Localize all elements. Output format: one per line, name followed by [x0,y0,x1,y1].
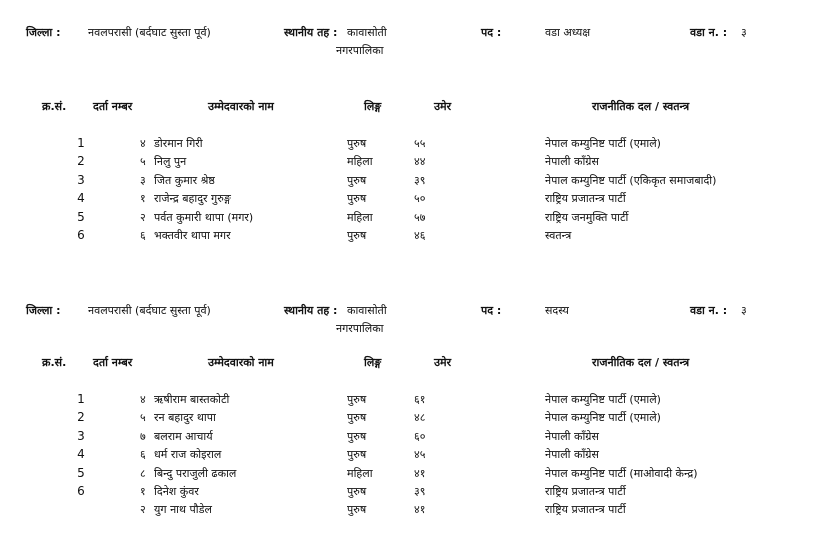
serial-number: 1 [77,392,85,406]
district-value: नवलपरासी (बर्दघाट सुस्ता पूर्व) [88,304,211,317]
registration-number: २ [140,210,146,224]
table-row [0,392,816,410]
candidate-gender: पुरुष [347,192,367,206]
candidate-party: राष्ट्रिय प्रजातन्त्र पार्टी [545,484,626,498]
candidate-age: ५५ [414,137,426,150]
header-serial: क्र.सं. [42,100,67,113]
serial-number: 5 [77,209,85,224]
registration-number: २ [140,503,146,517]
candidate-list [0,392,816,521]
candidate-gender: पुरुष [347,411,367,425]
district-label: जिल्ला : [26,304,61,317]
local-level-value: कावासोती [347,304,387,317]
registration-number: ६ [140,448,146,462]
candidate-name: निलु पुन [154,155,187,169]
candidate-name: भक्तवीर थापा मगर [154,228,231,242]
serial-number: 4 [77,191,85,206]
candidate-name: दिनेश कुंवर [154,484,199,498]
candidate-party: नेपाली काँग्रेस [545,448,599,462]
post-label: पद : [481,26,502,39]
table-row [0,447,816,465]
serial-number: 4 [77,447,85,462]
candidate-party: नेपाल कम्युनिष्ट पार्टी (एमाले) [545,137,661,150]
table-row [0,228,816,246]
candidate-age: ६१ [414,393,426,406]
header-candidate-name: उम्मेदवारको नाम [208,100,274,113]
header-party: राजनीतिक दल / स्वतन्त्र [592,100,690,113]
table-row [0,173,816,191]
candidate-age: ४१ [414,466,426,480]
candidate-age: ४१ [414,503,426,517]
candidate-age: ४६ [414,228,426,242]
table-row [0,410,816,428]
candidate-name: राजेन्द्र बहादुर गुरुङ्ग [154,192,231,206]
local-level-label: स्थानीय तह : [284,26,338,39]
candidate-age: ५० [414,192,426,206]
table-row [0,210,816,228]
candidate-name: ऋषीराम बास्तकोटी [154,393,230,406]
candidate-age: ४८ [414,411,426,425]
header-age: उमेर [434,356,452,369]
candidate-party: नेपाल कम्युनिष्ट पार्टी (एमाले) [545,393,661,406]
local-level-value-line2: नगरपालिका [336,44,384,57]
post-value: वडा अध्यक्ष [545,26,591,39]
candidate-party: नेपाली काँग्रेस [545,155,599,169]
serial-number: 2 [77,410,85,425]
header-age: उमेर [434,100,452,113]
header-gender: लिङ्ग [364,356,382,369]
serial-number: 1 [77,136,85,150]
table-row [0,484,816,502]
registration-number: १ [140,484,146,498]
candidate-gender: महिला [347,210,373,224]
candidate-list [0,136,816,246]
table-row [0,191,816,209]
ward-label: वडा न. : [690,26,728,39]
registration-number: ८ [140,466,146,480]
registration-number: ६ [140,228,146,242]
header-registration: दर्ता नम्बर [93,356,133,369]
local-level-value: कावासोती [347,26,387,39]
table-row [0,429,816,447]
candidate-name: बलराम आचार्य [154,429,213,443]
candidate-gender: महिला [347,466,373,480]
candidate-name: बिन्दु पराजुली ढकाल [154,466,237,480]
candidate-gender: महिला [347,155,373,169]
post-value: सदस्य [545,304,569,317]
ward-label: वडा न. : [690,304,728,317]
candidate-party: नेपाल कम्युनिष्ट पार्टी (एमाले) [545,411,661,425]
header-registration: दर्ता नम्बर [93,100,133,113]
table-row [0,136,816,154]
candidate-gender: पुरुष [347,173,367,187]
registration-number: ५ [140,411,146,425]
ward-value: ३ [741,26,747,39]
serial-number: 6 [77,483,85,498]
district-value: नवलपरासी (बर्दघाट सुस्ता पूर्व) [88,26,211,39]
serial-number: 2 [77,154,85,169]
candidate-name: डोरमान गिरी [154,137,203,150]
serial-number: 6 [77,227,85,242]
candidate-age: ५७ [414,210,426,224]
candidate-gender: पुरुष [347,484,367,498]
registration-number: ४ [140,393,146,406]
candidate-party: नेपाल कम्युनिष्ट पार्टी (माओवादी केन्द्र) [545,466,698,480]
candidate-party: राष्ट्रिय जनमुक्ति पार्टी [545,210,629,224]
local-level-value-line2: नगरपालिका [336,322,384,335]
registration-number: १ [140,192,146,206]
serial-number: 5 [77,465,85,480]
candidate-age: ३९ [414,173,426,187]
table-row [0,502,816,520]
candidate-gender: पुरुष [347,393,367,406]
candidate-party: राष्ट्रिय प्रजातन्त्र पार्टी [545,503,626,517]
registration-number: ७ [140,429,146,443]
candidate-party: नेपाल कम्युनिष्ट पार्टी (एकिकृत समाजबादी) [545,173,717,187]
candidate-age: ३९ [414,484,426,498]
post-label: पद : [481,304,502,317]
candidate-party: स्वतन्त्र [545,228,572,242]
candidate-age: ४४ [414,155,426,169]
header-party: राजनीतिक दल / स्वतन्त्र [592,356,690,369]
registration-number: ५ [140,155,146,169]
serial-number: 3 [77,428,85,443]
table-row [0,154,816,172]
header-serial: क्र.सं. [42,356,67,369]
district-label: जिल्ला : [26,26,61,39]
candidate-age: ६० [414,429,426,443]
candidate-gender: पुरुष [347,448,367,462]
registration-number: ४ [140,137,146,150]
header-gender: लिङ्ग [364,100,382,113]
candidate-gender: पुरुष [347,429,367,443]
candidate-gender: पुरुष [347,137,367,150]
table-row [0,466,816,484]
candidate-name: धर्म राज कोइराल [154,448,222,462]
candidate-gender: पुरुष [347,228,367,242]
candidate-age: ४५ [414,448,426,462]
ward-value: ३ [741,304,747,317]
candidate-party: नेपाली काँग्रेस [545,429,599,443]
registration-number: ३ [140,173,146,187]
header-candidate-name: उम्मेदवारको नाम [208,356,274,369]
candidate-name: जित कुमार श्रेष्ठ [154,173,215,187]
candidate-name: रन बहादुर थापा [154,411,216,425]
candidate-name: पर्वत कुमारी थापा (मगर) [154,210,254,224]
local-level-label: स्थानीय तह : [284,304,338,317]
candidate-name: युग नाथ पौडेल [154,503,212,517]
candidate-gender: पुरुष [347,503,367,517]
candidate-party: राष्ट्रिय प्रजातन्त्र पार्टी [545,192,626,206]
serial-number: 3 [77,172,85,187]
